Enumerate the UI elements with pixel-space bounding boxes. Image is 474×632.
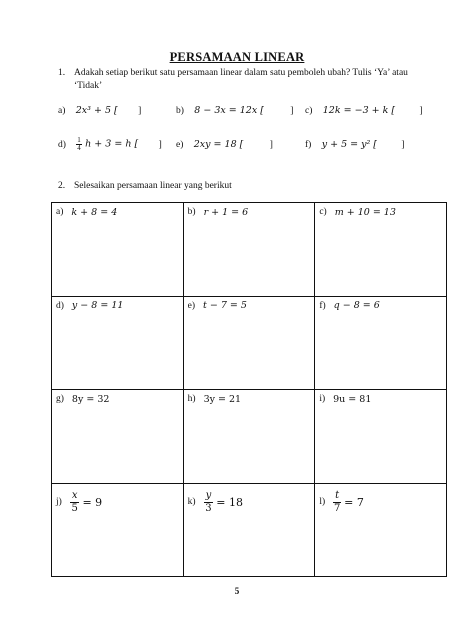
- answer-cell-j[interactable]: [52, 483, 184, 577]
- option-e: [176, 139, 273, 150]
- option-d-fraction-denominator: 4: [77, 144, 81, 152]
- cell-k-rhs: = 18: [216, 495, 243, 509]
- cell-j-numerator: x: [71, 489, 78, 501]
- grid-row: [52, 296, 447, 390]
- option-b-bracket-close: ]: [290, 106, 294, 116]
- cell-k-denominator: 3: [205, 502, 212, 514]
- option-d-label: d): [58, 139, 66, 150]
- option-e-expression: 2xy = 18 [: [193, 139, 244, 150]
- cell-h-expression: 3y = 21: [203, 393, 242, 405]
- answer-cell-g[interactable]: [52, 390, 184, 484]
- option-b-expression: 8 − 3x = 12x [: [194, 105, 264, 116]
- answer-cell-k[interactable]: [183, 483, 315, 577]
- grid-row: [52, 483, 447, 577]
- cell-e-expression: t − 7 = 5: [203, 300, 247, 311]
- cell-c-expression: m + 10 = 13: [334, 206, 396, 218]
- cell-g-expression: 8y = 32: [71, 393, 110, 405]
- cell-l-rhs: = 7: [344, 495, 364, 509]
- option-f-bracket-close: ]: [401, 140, 405, 150]
- option-b: [176, 105, 293, 116]
- option-f-label: f): [305, 140, 312, 150]
- grid-row: [52, 390, 447, 484]
- answer-cell-l[interactable]: [315, 483, 447, 577]
- answer-cell-a[interactable]: [52, 203, 184, 297]
- question-2-text: Selesaikan persamaan linear yang berikut: [74, 181, 232, 191]
- option-f: [305, 139, 405, 150]
- option-c: [305, 105, 423, 116]
- question-2: [58, 180, 232, 193]
- option-a: [58, 105, 141, 116]
- cell-l-denominator: 7: [333, 502, 341, 514]
- question-1: [58, 67, 428, 93]
- question-2-number: 2.: [58, 181, 66, 191]
- option-d: [58, 137, 162, 152]
- cell-e-label: e): [187, 300, 196, 311]
- cell-j-label: j): [56, 497, 62, 507]
- cell-k-label: k): [187, 497, 196, 507]
- cell-g-label: g): [56, 394, 64, 404]
- cell-k-fraction: [204, 490, 214, 515]
- cell-l-numerator: t: [335, 489, 340, 501]
- cell-l-fraction: [333, 490, 341, 515]
- option-d-expression: h + 3 = h [: [85, 138, 139, 150]
- page-number: 5: [234, 586, 240, 596]
- answer-cell-d[interactable]: [52, 296, 184, 390]
- option-d-fraction: [76, 137, 82, 152]
- cell-l-label: l): [319, 497, 326, 507]
- page-title: PERSAMAAN LINEAR: [169, 50, 305, 64]
- cell-k-numerator: y: [205, 489, 212, 501]
- cell-b-expression: r + 1 = 6: [203, 206, 249, 218]
- answer-cell-h[interactable]: [183, 390, 315, 484]
- cell-j-rhs: = 9: [82, 495, 103, 509]
- answer-cell-b[interactable]: [183, 203, 315, 297]
- cell-h-label: h): [187, 394, 196, 404]
- option-a-bracket-close: ]: [138, 106, 142, 116]
- option-f-expression: y + 5 = y² [: [321, 139, 378, 150]
- option-b-label: b): [176, 106, 184, 116]
- option-a-expression: 2x³ + 5 [: [75, 105, 118, 116]
- grid-row: [52, 203, 447, 297]
- cell-b-label: b): [187, 207, 196, 217]
- answer-cell-f[interactable]: [315, 296, 447, 390]
- answer-cell-c[interactable]: [315, 203, 447, 297]
- cell-j-denominator: 5: [71, 502, 78, 514]
- cell-f-label: f): [319, 300, 326, 311]
- question-1-text: Adakah setiap berikut satu persamaan linear dalam satu pemboleh ubah? Tulis ‘Ya’ atau ‘Tidak’: [74, 68, 408, 91]
- option-d-fraction-numerator: 1: [77, 136, 81, 144]
- answer-cell-i[interactable]: [315, 390, 447, 484]
- option-c-label: c): [305, 106, 313, 116]
- option-c-bracket-close: ]: [419, 106, 423, 116]
- cell-a-label: a): [56, 207, 64, 217]
- cell-i-label: i): [319, 394, 326, 404]
- cell-i-expression: 9u = 81: [333, 393, 372, 405]
- cell-j-fraction: [70, 490, 80, 515]
- cell-c-label: c): [319, 207, 327, 217]
- cell-d-expression: y − 8 = 11: [71, 300, 124, 311]
- question-1-number: 1.: [58, 68, 66, 78]
- cell-a-expression: k + 8 = 4: [71, 206, 118, 218]
- answer-grid: [51, 202, 447, 577]
- option-e-bracket-close: ]: [269, 140, 273, 150]
- option-c-expression: 12k = −3 + k [: [322, 105, 396, 116]
- option-a-label: a): [58, 106, 66, 116]
- answer-cell-e[interactable]: [183, 296, 315, 390]
- cell-d-label: d): [56, 300, 64, 311]
- option-d-bracket-close: ]: [158, 139, 162, 150]
- cell-f-expression: q − 8 = 6: [333, 300, 380, 311]
- option-e-label: e): [176, 140, 184, 150]
